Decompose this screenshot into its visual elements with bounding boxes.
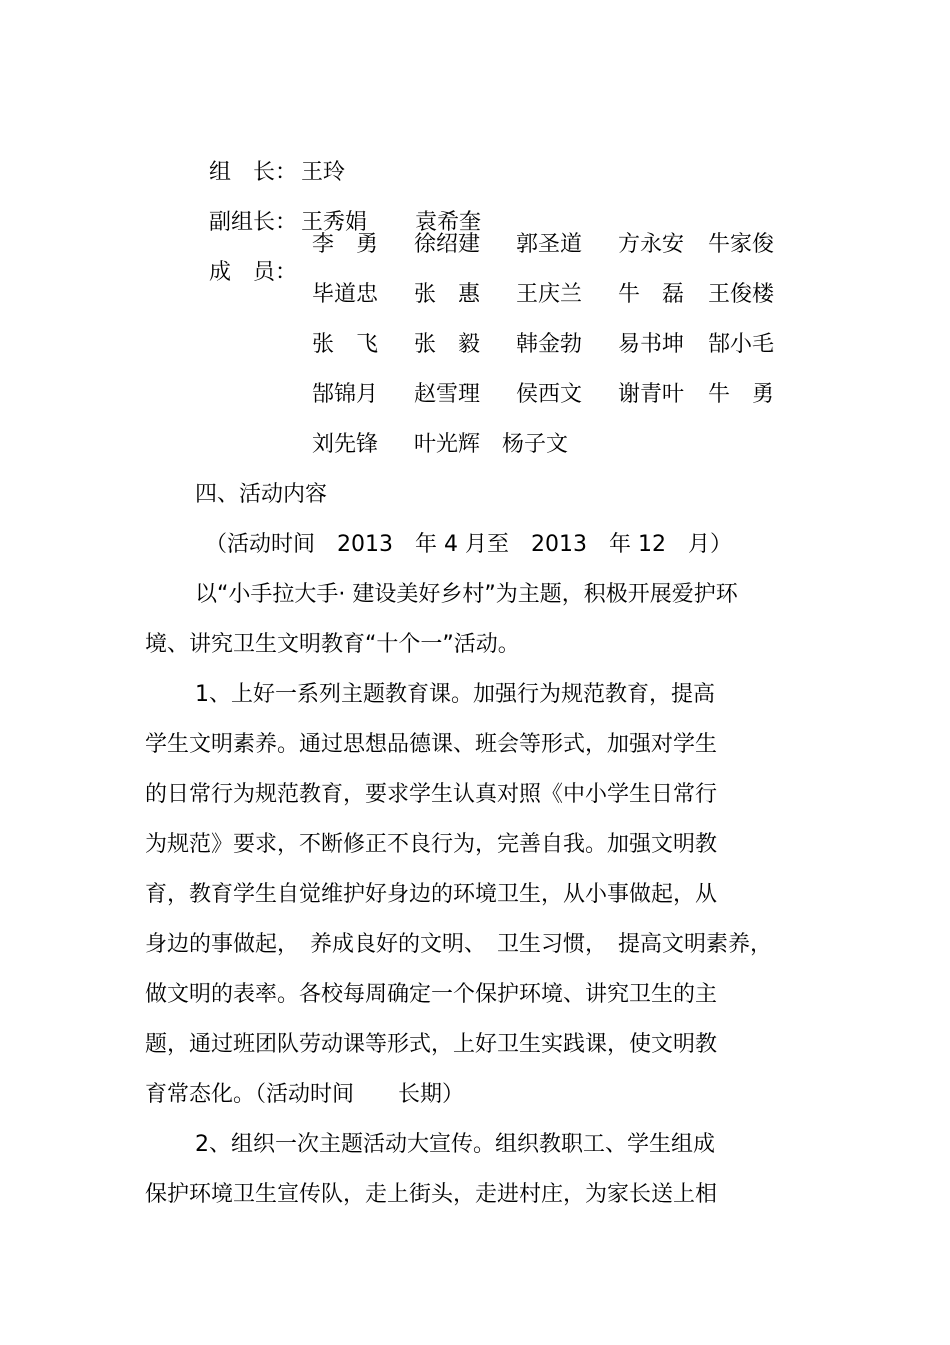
member-name: 张 惠 xyxy=(414,282,481,307)
paragraph-line: 育，教育学生自觉维护好身边的环境卫生，从小事做起，从 xyxy=(145,882,718,907)
member-name: 郜锦月 xyxy=(312,382,379,407)
paragraph-line: 保护环境卫生宣传队，走上街头，走进村庄，为家长送上相 xyxy=(145,1182,718,1207)
leader-name: 王玲 xyxy=(301,160,346,185)
deputy-label: 副组长： xyxy=(209,210,298,235)
paragraph-line: 1、上好一系列主题教育课。加强行为规范教育，提高 xyxy=(195,682,715,707)
leader-line xyxy=(195,131,345,187)
member-name: 牛家俊 xyxy=(708,232,775,257)
paragraph-line: 境、讲究卫生文明教育“十个一”活动。 xyxy=(145,632,520,657)
paragraph-line: 以“小手拉大手· 建设美好乡村”为主题，积极开展爱护环 xyxy=(195,582,738,607)
paragraph-line: 育常态化。（活动时间 长期） xyxy=(145,1082,465,1107)
members-label-line xyxy=(195,231,297,287)
member-name: 王庆兰 xyxy=(516,282,583,307)
item-2-paragraph xyxy=(145,1131,805,1231)
section-heading: 四、活动内容 xyxy=(195,482,328,507)
member-name: 侯西文 xyxy=(516,382,583,407)
deputy-name: 王秀娟 xyxy=(301,210,368,235)
paragraph-line: 的日常行为规范教育，要求学生认真对照《中小学生日常行 xyxy=(145,782,718,807)
deputy-name: 袁希奎 xyxy=(415,210,482,235)
paragraph-line: 为规范》要求，不断修正不良行为，完善自我。加强文明教 xyxy=(145,832,718,857)
member-name: 杨子文 xyxy=(502,432,569,457)
member-name: 张 毅 xyxy=(414,332,481,357)
leader-label: 组 长： xyxy=(209,160,298,185)
paragraph-line: 学生文明素养。通过思想品德课、班会等形式，加强对学生 xyxy=(145,732,718,757)
deputy-line xyxy=(195,181,481,237)
member-name: 李 勇 xyxy=(312,232,379,257)
member-name: 郭圣道 xyxy=(516,232,583,257)
paragraph-line: 身边的事做起， 养成良好的文明、 卫生习惯， 提高文明素养， xyxy=(145,932,773,957)
member-name: 牛 磊 xyxy=(618,282,685,307)
intro-paragraph xyxy=(145,581,805,681)
member-name: 刘先锋 xyxy=(312,432,379,457)
member-name: 韩金勃 xyxy=(516,332,583,357)
member-name: 赵雪理 xyxy=(414,382,481,407)
paragraph-line: 做文明的表率。各校每周确定一个保护环境、讲究卫生的主 xyxy=(145,982,718,1007)
member-name: 张 飞 xyxy=(312,332,379,357)
item-1-paragraph xyxy=(145,681,805,1131)
member-name: 徐绍建 xyxy=(414,232,481,257)
paragraph-line: 2、组织一次主题活动大宣传。组织教职工、学生组成 xyxy=(195,1132,715,1157)
member-name: 毕道忠 xyxy=(312,282,379,307)
member-name: 叶光辉 xyxy=(414,432,481,457)
member-name: 王俊楼 xyxy=(708,282,775,307)
paragraph-line: 题，通过班团队劳动课等形式，上好卫生实践课，使文明教 xyxy=(145,1032,718,1057)
activity-time-note: （活动时间 2013 年 4 月至 2013 年 12 月） xyxy=(205,532,732,557)
member-name: 谢青叶 xyxy=(618,382,685,407)
member-name: 易书坤 xyxy=(618,332,685,357)
member-name: 郜小毛 xyxy=(708,332,775,357)
member-name: 方永安 xyxy=(618,232,685,257)
members-label: 成 员： xyxy=(209,260,298,285)
member-name: 牛 勇 xyxy=(708,382,775,407)
